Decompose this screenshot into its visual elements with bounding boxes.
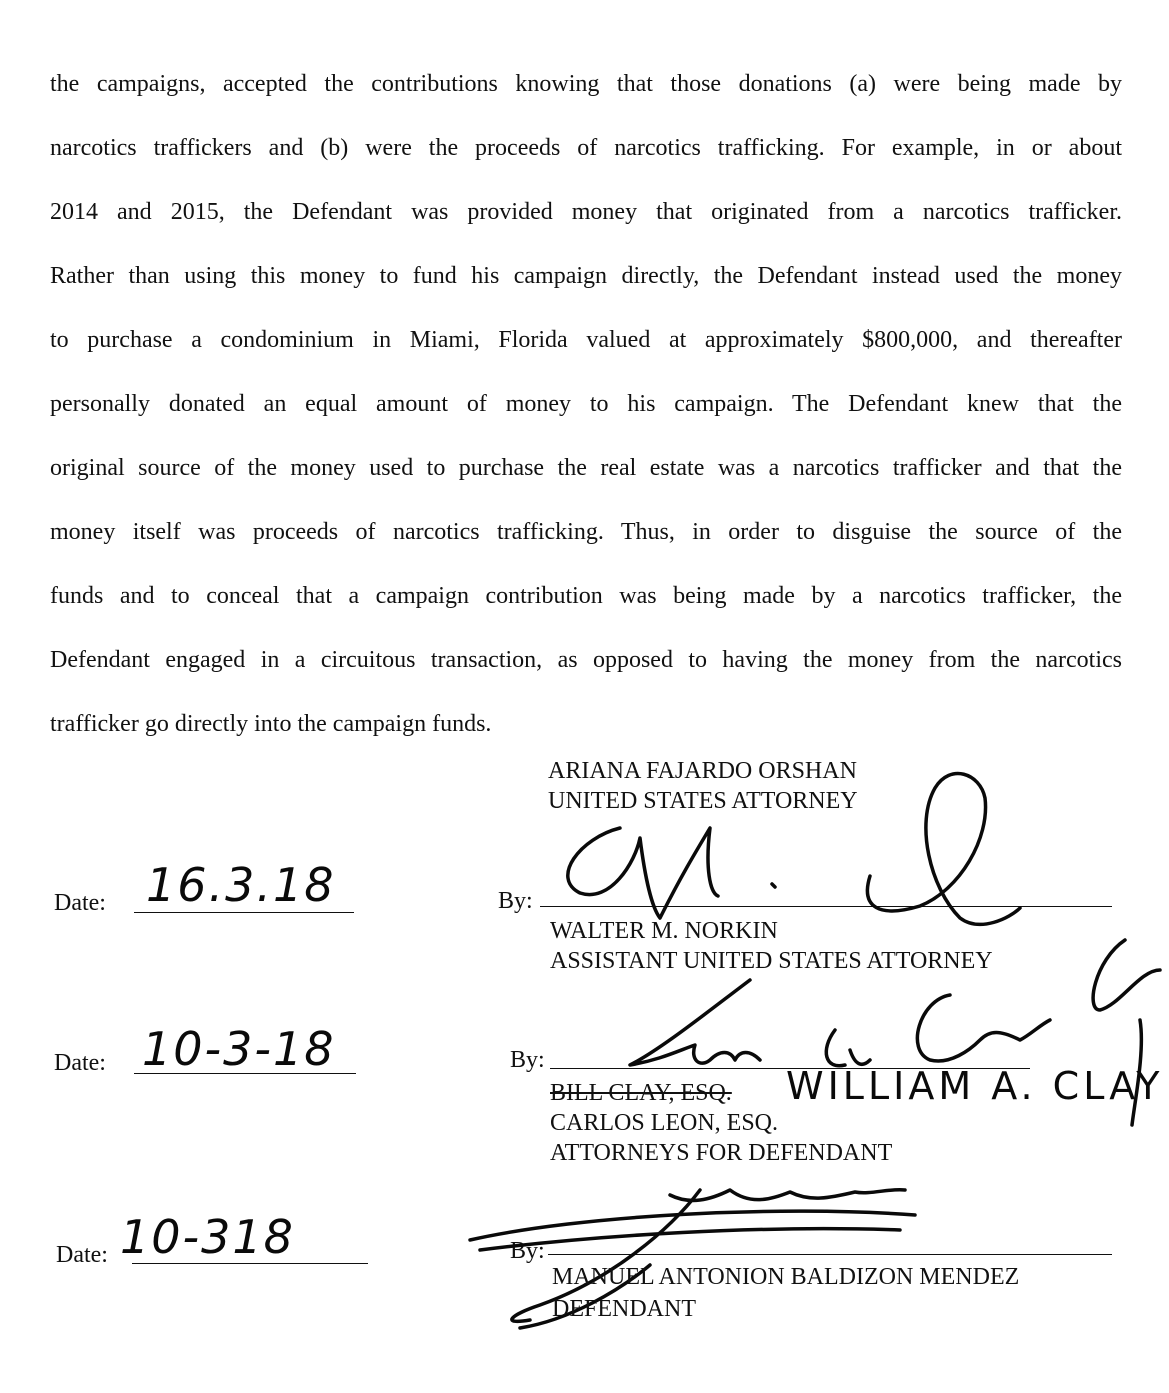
signer-name: CARLOS LEON, ESQ.	[550, 1110, 779, 1136]
by-label: By:	[510, 1238, 545, 1264]
date-label: Date:	[54, 890, 106, 916]
body-line: narcotics traffickers and (b) were the proceeds of narcotics trafficking. For example, in or about	[50, 135, 1122, 161]
body-line: Defendant engaged in a circuitous transaction, as opposed to having the money from the narcotics	[50, 647, 1122, 673]
body-line: Rather than using this money to fund his campaign directly, the Defendant instead used the money	[50, 263, 1122, 289]
struck-name: BILL CLAY, ESQ.	[550, 1080, 732, 1106]
by-label: By:	[510, 1047, 545, 1073]
prosecutor-title: UNITED STATES ATTORNEY	[548, 788, 858, 814]
body-line: personally donated an equal amount of money to his campaign. The Defendant knew that the	[50, 391, 1122, 417]
handwritten-date: 16.3.18	[146, 858, 336, 912]
handwritten-name-correction: WILLIAM A. CLAY	[786, 1064, 1164, 1108]
body-line: the campaigns, accepted the contributions knowing that those donations (a) were being made by	[50, 71, 1122, 97]
handwritten-date: 10-3-18	[142, 1022, 336, 1076]
signer-title: ATTORNEYS FOR DEFENDANT	[550, 1140, 893, 1166]
date-label: Date:	[54, 1050, 106, 1076]
by-label: By:	[498, 888, 533, 914]
handwritten-date: 10-318	[120, 1210, 295, 1264]
date-line	[132, 1263, 368, 1264]
body-line: money itself was proceeds of narcotics trafficking. Thus, in order to disguise the source of the	[50, 519, 1122, 545]
signer-name: WALTER M. NORKIN	[550, 918, 778, 944]
prosecutor-name: ARIANA FAJARDO ORSHAN	[548, 758, 857, 784]
body-line: trafficker go directly into the campaign funds.	[50, 711, 492, 737]
signer-title: DEFENDANT	[552, 1296, 696, 1322]
date-label: Date:	[56, 1242, 108, 1268]
body-line: to purchase a condominium in Miami, Florida valued at approximately $800,000, and thereafter	[50, 327, 1122, 353]
signer-title: ASSISTANT UNITED STATES ATTORNEY	[550, 948, 993, 974]
body-line: funds and to conceal that a campaign contribution was being made by a narcotics trafficker, the	[50, 583, 1122, 609]
signer-name: MANUEL ANTONION BALDIZON MENDEZ	[552, 1264, 1020, 1290]
body-line: 2014 and 2015, the Defendant was provided money that originated from a narcotics trafficker.	[50, 199, 1122, 225]
body-paragraph	[50, 52, 1122, 756]
body-line: original source of the money used to purchase the real estate was a narcotics trafficker and that the	[50, 455, 1122, 481]
date-line	[134, 912, 354, 913]
date-line	[134, 1073, 356, 1074]
